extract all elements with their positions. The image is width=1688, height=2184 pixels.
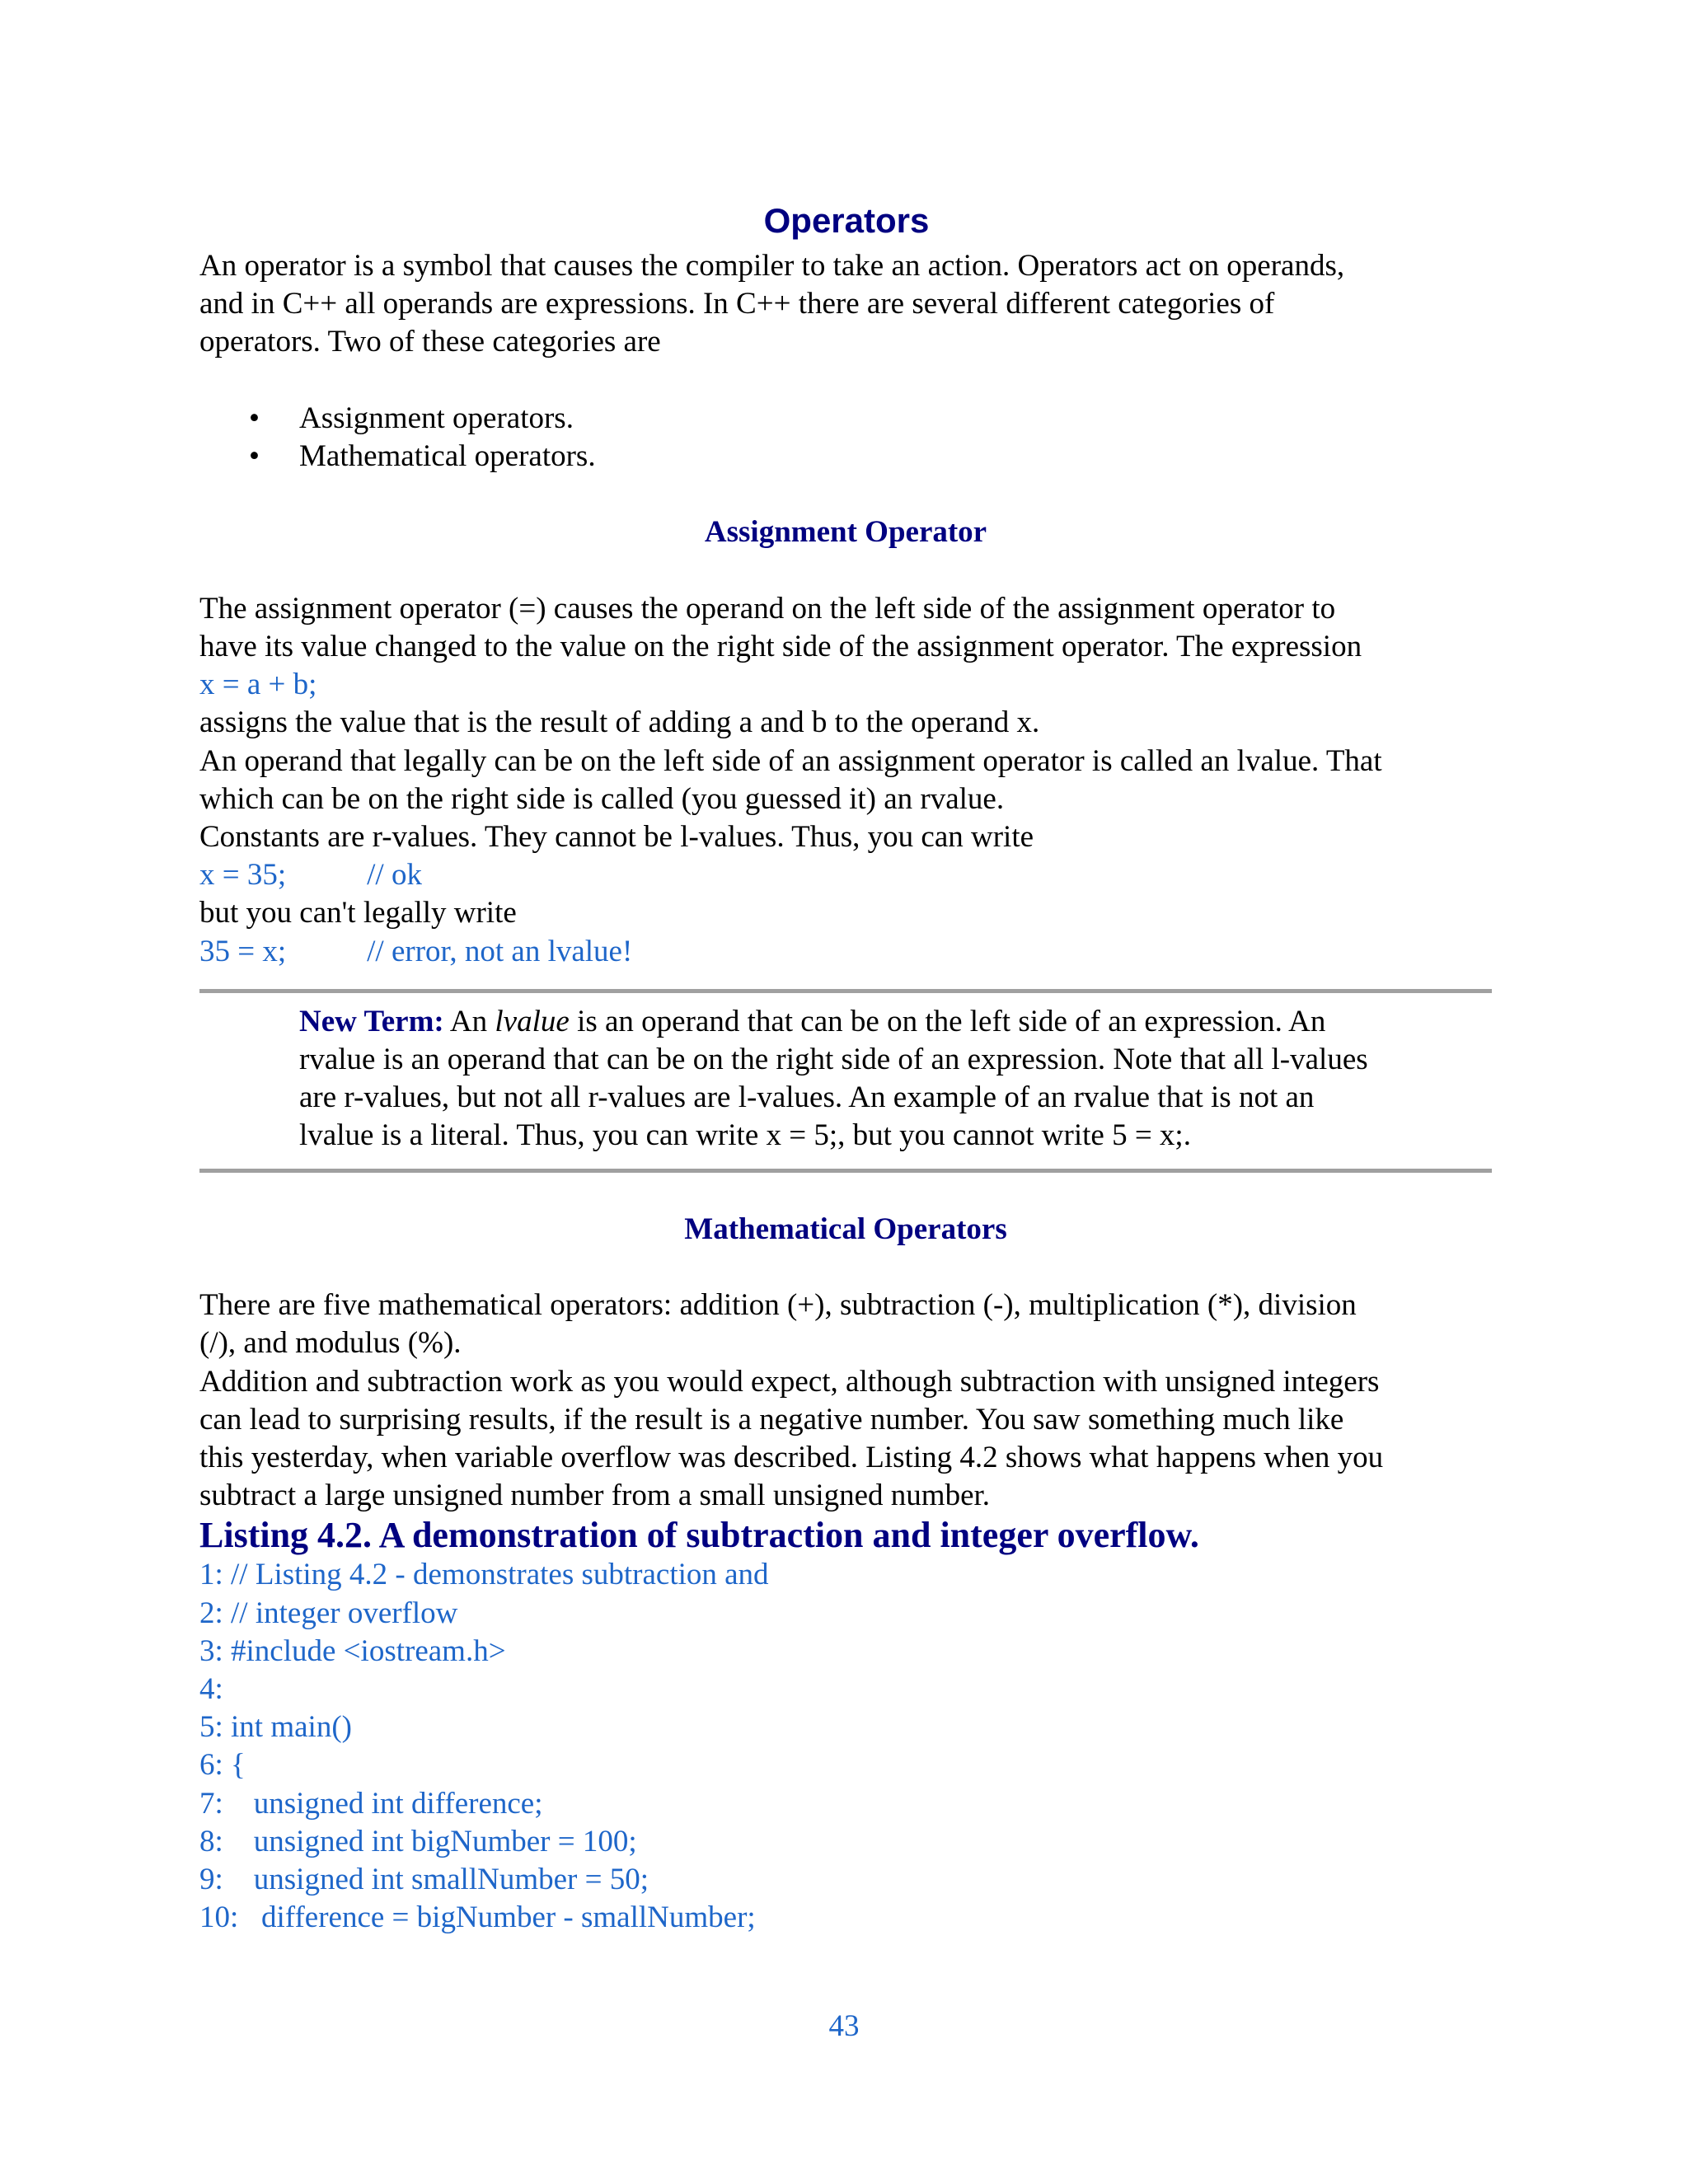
- math-section: [199, 1286, 1492, 1515]
- new-term-text: is an operand that can be on the left side of an expression. An: [569, 1004, 1326, 1038]
- page-title: Operators: [763, 201, 930, 240]
- code-line: 3: #include <iostream.h>: [199, 1633, 506, 1668]
- spacer: [199, 1249, 1492, 1286]
- list-item-text: Mathematical operators.: [299, 439, 596, 473]
- assignment-heading: Assignment Operator: [704, 515, 987, 550]
- category-list: [199, 400, 1492, 476]
- list-item: [199, 438, 1492, 476]
- intro-line: and in C++ all operands are expressions. In C++ there are several different categories of: [199, 287, 1275, 321]
- list-item-text: Assignment operators.: [299, 401, 574, 435]
- listing-title: Listing 4.2. A demonstration of subtraction and integer overflow: [199, 1515, 1190, 1556]
- listing-heading: [199, 1515, 1492, 1556]
- bullet-icon: •: [249, 401, 260, 435]
- divider: [199, 989, 1492, 993]
- bullet-icon: •: [249, 439, 260, 473]
- assignment-section: [199, 590, 1492, 971]
- code-comment: // ok: [367, 858, 422, 893]
- code-comment: // error, not an lvalue!: [367, 934, 633, 968]
- code-line: 5: int main(): [199, 1710, 352, 1745]
- code-statement: 35 = x;: [199, 934, 287, 968]
- paragraph-line: The assignment operator (=) causes the operand on the left side of the assignment operator to: [199, 591, 1336, 626]
- paragraph-line: There are five mathematical operators: addition (+), subtraction (-), multiplication (*), division: [199, 1288, 1357, 1323]
- new-term-box: [199, 1003, 1492, 1155]
- paragraph-line: but you can't legally write: [199, 896, 517, 930]
- code-snippet: [199, 856, 1492, 894]
- code-listing: [199, 1556, 1492, 1937]
- spacer: [199, 1173, 1492, 1211]
- spacer: [199, 476, 1492, 513]
- intro-line: operators. Two of these categories are: [199, 325, 661, 359]
- paragraph-line: (/), and modulus (%).: [199, 1326, 462, 1361]
- paragraph-line: can lead to surprising results, if the result is a negative number. You saw something much like: [199, 1402, 1344, 1436]
- code-line: 8: unsigned int bigNumber = 100;: [199, 1824, 637, 1858]
- paragraph-line: Constants are r-values. They cannot be l-values. Thus, you can write: [199, 820, 1034, 854]
- page-content: [199, 194, 1492, 1937]
- math-heading: Mathematical Operators: [684, 1212, 1007, 1246]
- page-number: 43: [828, 2009, 860, 2043]
- spacer: [199, 552, 1492, 590]
- paragraph-line: Addition and subtraction work as you would expect, although subtraction with unsigned integers: [199, 1364, 1380, 1399]
- list-item: [199, 400, 1492, 438]
- code-line: 10: difference = bigNumber - smallNumber;: [199, 1900, 756, 1935]
- paragraph-line: subtract a large unsigned number from a small unsigned number.: [199, 1479, 991, 1513]
- paragraph-line: have its value changed to the value on the right side of the assignment operator. The expression: [199, 629, 1362, 663]
- code-line: 2: // integer overflow: [199, 1596, 458, 1630]
- code-line: 9: unsigned int smallNumber = 50;: [199, 1863, 649, 1897]
- paragraph-line: this yesterday, when variable overflow was described. Listing 4.2 shows what happens when you: [199, 1441, 1384, 1475]
- new-term-label: New Term:: [299, 1004, 444, 1038]
- code-snippet: [199, 933, 1492, 971]
- new-term-line: are r-values, but not all r-values are l-values. An example of an rvalue that is not an: [299, 1080, 1315, 1115]
- paragraph-line: which can be on the right side is called (you guessed it) an rvalue.: [199, 781, 1005, 816]
- intro-paragraph: [199, 247, 1492, 362]
- code-statement: x = 35;: [199, 858, 287, 893]
- new-term-line: lvalue is a literal. Thus, you can write x = 5;, but you cannot write 5 = x;.: [299, 1118, 1191, 1153]
- new-term-line: [299, 1003, 1475, 1041]
- paragraph-line: An operand that legally can be on the left side of an assignment operator is called an lvalue. That: [199, 743, 1382, 778]
- new-term-text: An: [443, 1004, 495, 1038]
- paragraph-line: assigns the value that is the result of adding a and b to the operand x.: [199, 705, 1040, 740]
- new-term-line: rvalue is an operand that can be on the right side of an expression. Note that all l-values: [299, 1043, 1368, 1077]
- code-snippet: x = a + b;: [199, 668, 317, 702]
- code-line: 6: {: [199, 1748, 246, 1783]
- spacer: [199, 362, 1492, 400]
- intro-line: An operator is a symbol that causes the compiler to take an action. Operators act on operands,: [199, 249, 1345, 283]
- code-line: 1: // Listing 4.2 - demonstrates subtraction and: [199, 1558, 769, 1592]
- code-line: 4:: [199, 1672, 223, 1707]
- new-term-word: lvalue: [495, 1004, 570, 1038]
- code-line: 7: unsigned int difference;: [199, 1786, 543, 1821]
- listing-period: .: [1189, 1515, 1199, 1556]
